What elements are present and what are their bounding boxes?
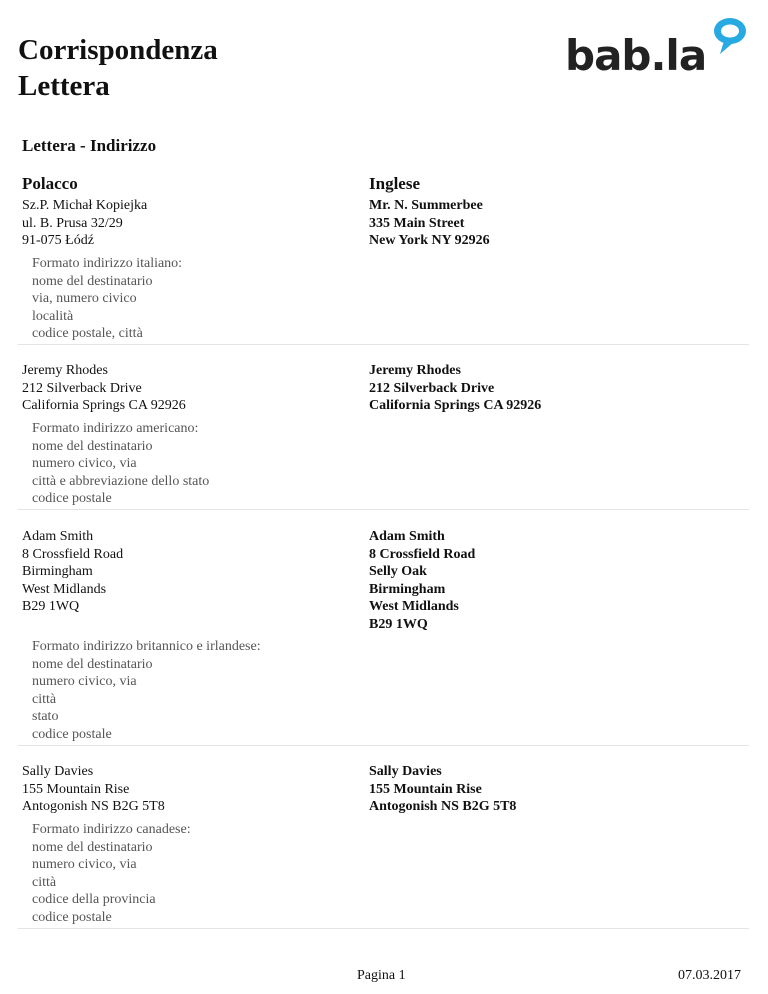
document-title: [18, 32, 218, 104]
target-address-line: Birmingham: [369, 581, 446, 597]
format-note-line: codice postale: [32, 726, 112, 742]
format-note-line: codice della provincia: [32, 892, 156, 907]
target-address-line: Mr. N. Summerbee: [369, 198, 483, 213]
column-header-source: Polacco: [22, 174, 78, 193]
format-note-line: nome del destinatario: [32, 273, 153, 289]
target-address-line: 335 Main Street: [369, 215, 465, 231]
target-address-line: 155 Mountain Rise: [369, 781, 482, 797]
source-address-line: 8 Crossfield Road: [22, 546, 124, 562]
source-address: [22, 362, 186, 415]
column-header-target: Inglese: [369, 174, 420, 193]
title-line-1: Corrispondenza: [18, 34, 218, 66]
page-number: Pagina 1: [357, 968, 406, 983]
entry-divider: [18, 509, 749, 510]
format-note: [32, 420, 209, 508]
target-address: [369, 528, 475, 633]
babla-logo: [565, 14, 750, 78]
source-address-line: 155 Mountain Rise: [22, 781, 130, 797]
source-address-line: Sally Davies: [22, 764, 94, 779]
target-address-line: Selly Oak: [369, 564, 427, 579]
target-address-line: Jeremy Rhodes: [369, 363, 461, 378]
target-address-line: 212 Silverback Drive: [369, 380, 495, 396]
target-address-line: West Midlands: [369, 599, 459, 614]
logo-text: bab.la: [565, 31, 707, 80]
target-address: [369, 197, 490, 250]
format-note: [32, 255, 182, 343]
target-address-line: Antogonish NS B2G 5T8: [369, 799, 517, 814]
target-address-line: Adam Smith: [369, 529, 445, 544]
section-heading: Lettera - Indirizzo: [22, 136, 157, 155]
format-note-line: numero civico, via: [32, 456, 137, 471]
speech-bubble-icon: [710, 14, 750, 56]
source-address-line: 91-075 Łódź: [22, 233, 94, 248]
source-address: [22, 763, 165, 816]
source-address: [22, 197, 147, 250]
format-note-line: codice postale, città: [32, 326, 143, 341]
source-address-line: West Midlands: [22, 581, 107, 597]
format-note-line: Formato indirizzo canadese:: [32, 822, 191, 837]
format-note: [32, 638, 261, 743]
format-note-line: stato: [32, 709, 59, 724]
format-note-line: nome del destinatario: [32, 656, 153, 672]
format-note-line: città: [32, 691, 57, 707]
source-address-line: Antogonish NS B2G 5T8: [22, 799, 165, 814]
title-line-2: Lettera: [18, 70, 110, 102]
source-address-line: ul. B. Prusa 32/29: [22, 215, 123, 231]
format-note-line: nome del destinatario: [32, 438, 153, 454]
format-note-line: nome del destinatario: [32, 839, 153, 855]
source-address-line: Sz.P. Michał Kopiejka: [22, 198, 148, 213]
target-address-line: Sally Davies: [369, 764, 442, 779]
target-address-line: New York NY 92926: [369, 233, 490, 248]
format-note-line: città e abbreviazione dello stato: [32, 473, 210, 489]
source-address-line: California Springs CA 92926: [22, 398, 186, 413]
target-address: [369, 763, 516, 816]
format-note-line: Formato indirizzo americano:: [32, 421, 199, 436]
target-address-line: 8 Crossfield Road: [369, 546, 476, 562]
source-address-line: B29 1WQ: [22, 599, 80, 614]
format-note-line: Formato indirizzo italiano:: [32, 256, 183, 271]
format-note-line: numero civico, via: [32, 857, 137, 872]
entry-divider: [18, 745, 749, 746]
document-date: 07.03.2017: [678, 968, 741, 983]
entry-divider: [18, 344, 749, 345]
format-note: [32, 821, 191, 926]
target-address: [369, 362, 541, 415]
target-address-line: B29 1WQ: [369, 616, 428, 632]
source-address-line: 212 Silverback Drive: [22, 380, 142, 396]
source-address-line: Adam Smith: [22, 529, 94, 544]
source-address-line: Jeremy Rhodes: [22, 363, 108, 378]
target-address-line: California Springs CA 92926: [369, 398, 542, 413]
format-note-line: codice postale: [32, 491, 112, 506]
format-note-line: Formato indirizzo britannico e irlandese:: [32, 639, 261, 654]
format-note-line: numero civico, via: [32, 674, 137, 689]
entry-divider: [18, 928, 749, 929]
source-address-line: Birmingham: [22, 564, 93, 579]
format-note-line: codice postale: [32, 909, 112, 925]
format-note-line: località: [32, 308, 74, 324]
format-note-line: via, numero civico: [32, 291, 137, 306]
source-address: [22, 528, 123, 616]
format-note-line: città: [32, 874, 57, 890]
